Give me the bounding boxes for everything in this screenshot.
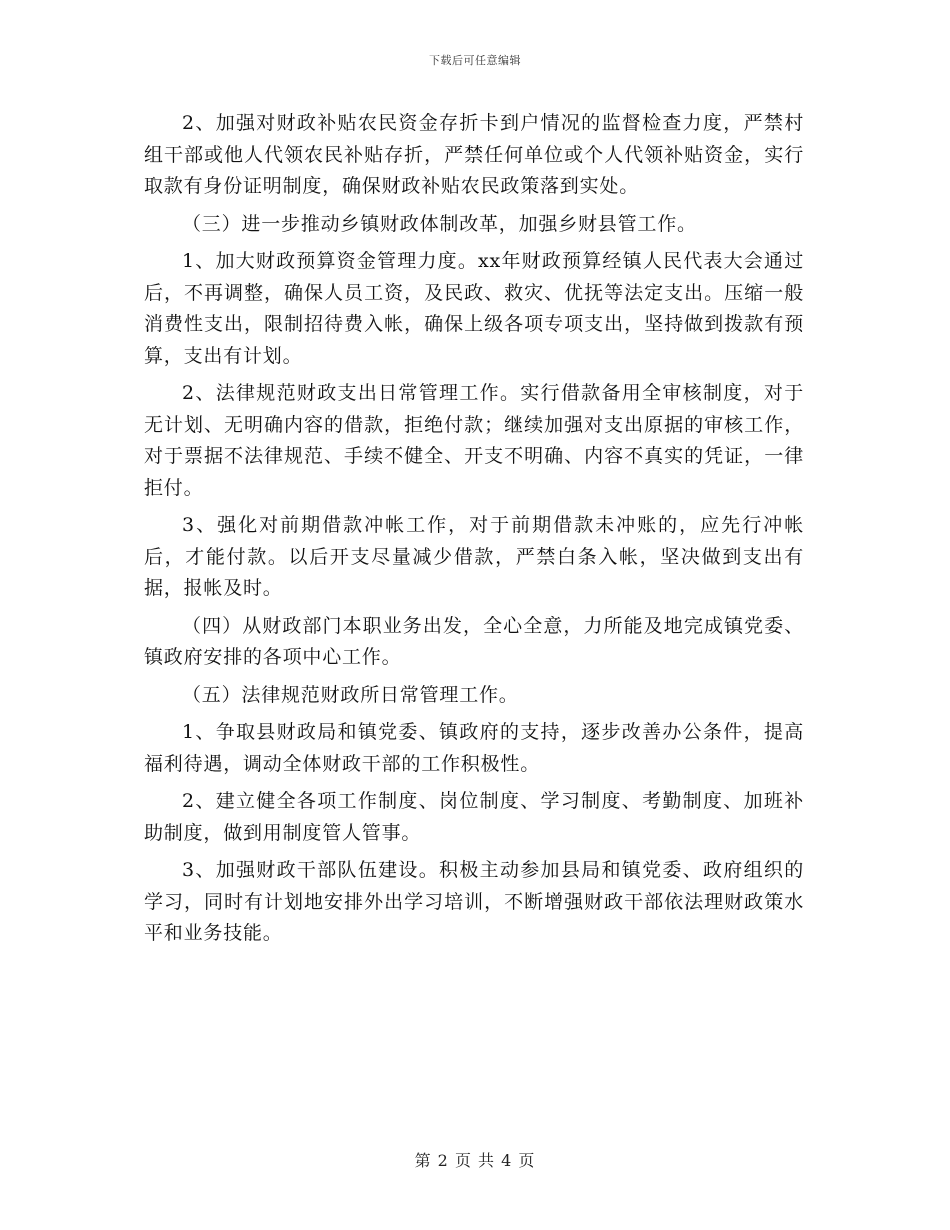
paragraph-item-2-systems: 2、建立健全各项工作制度、岗位制度、学习制度、考勤制度、加班补助制度，做到用制度管人管事。 — [144, 790, 804, 844]
paragraph-item-1-support: 1、争取县财政局和镇党委、镇政府的支持，逐步改善办公条件，提高福利待遇，调动全体财政干部的工作积极性。 — [144, 721, 804, 775]
paragraph-item-1-budget: 1、加大财政预算资金管理力度。xx年财政预算经镇人民代表大会通过后，不再调整，确保人员工资，及民政、救灾、优抚等法定支出。压缩一般消费性支出，限制招待费入帐，确保上级各项专项支出，坚持做到拨款有预算，支出有计划。 — [144, 250, 804, 367]
section-heading-5: （五）法律规范财政所日常管理工作。 — [182, 683, 519, 706]
paragraph-item-2-supervision: 2、加强对财政补贴农民资金存折卡到户情况的监督检查力度，严禁村组干部或他人代领农民补贴存折，严禁任何单位或个人代领补贴资金，实行取款有身份证明制度，确保财政补贴农民政策落到实处。 — [144, 112, 804, 197]
section-heading-3: （三）进一步推动乡镇财政体制改革，加强乡财县管工作。 — [182, 212, 697, 235]
page-header: 下载后可任意编辑 — [429, 54, 521, 67]
document-body — [144, 108, 804, 950]
paragraph-item-2-expenditure: 2、法律规范财政支出日常管理工作。实行借款备用全审核制度，对于无计划、无明确内容的借款，拒绝付款；继续加强对支出原据的审核工作，对于票据不法律规范、手续不健全、开支不明确、内容不真实的凭证，一律拒付。 — [144, 382, 804, 499]
page-footer: 第 2 页 共 4 页 — [414, 1151, 536, 1170]
section-heading-4: （四）从财政部门本职业务出发，全心全意，力所能及地完成镇党委、镇政府安排的各项中心工作。 — [144, 614, 804, 668]
paragraph-item-3-loans: 3、强化对前期借款冲帐工作，对于前期借款未冲账的，应先行冲帐后，才能付款。以后开支尽量减少借款，严禁白条入帐，坚决做到支出有据，报帐及时。 — [144, 514, 804, 599]
paragraph-item-3-team: 3、加强财政干部队伍建设。积极主动参加县局和镇党委、政府组织的学习，同时有计划地安排外出学习培训，不断增强财政干部依法理财政策水平和业务技能。 — [144, 859, 804, 944]
